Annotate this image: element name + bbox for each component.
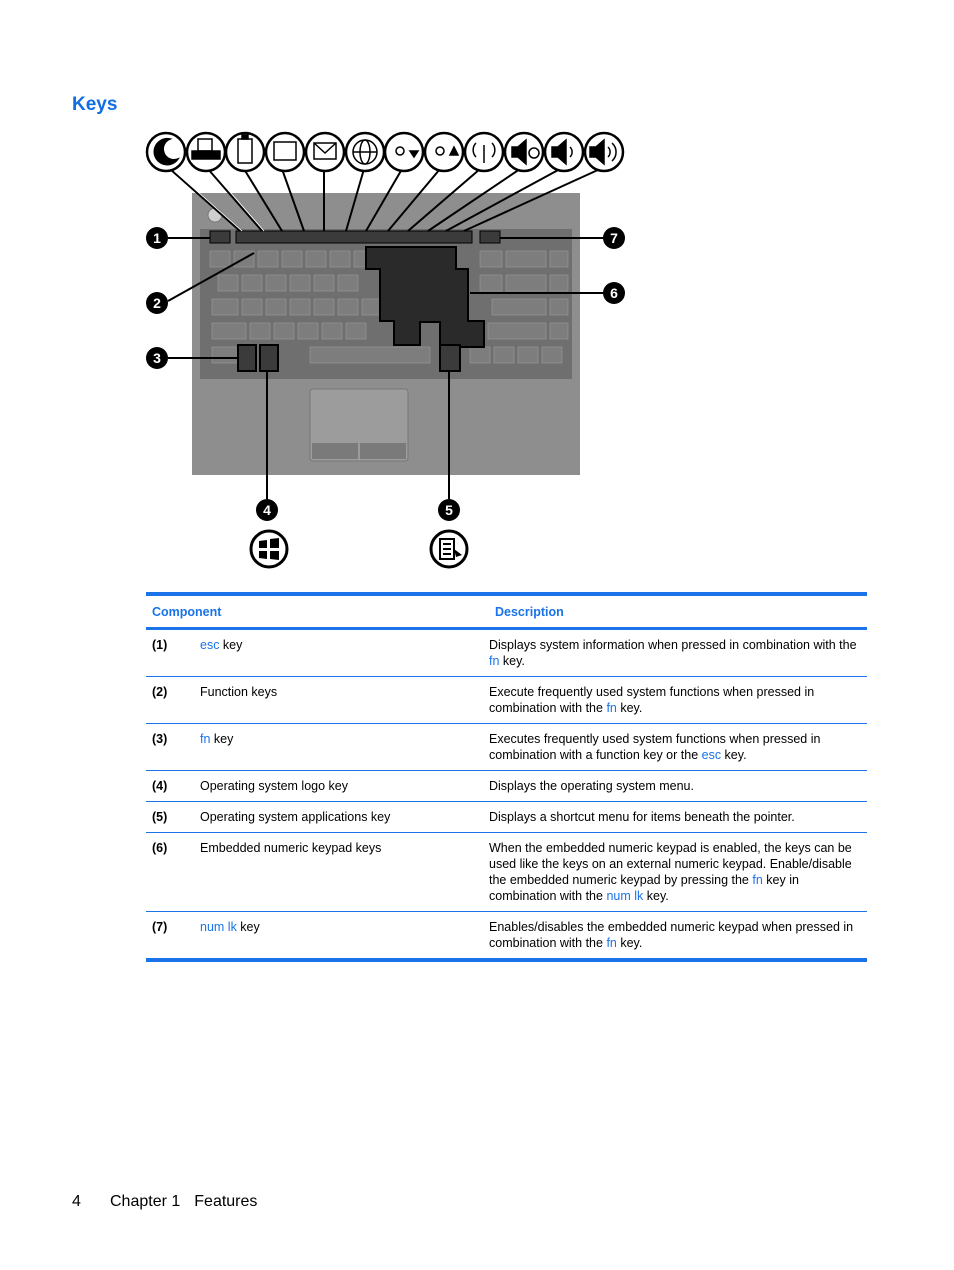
cell-text: Displays the operating system menu. — [489, 779, 694, 793]
cell-text: key — [219, 638, 243, 652]
cell-text: key — [236, 920, 260, 934]
cell-text: Function keys — [200, 685, 278, 699]
component-cell — [194, 809, 483, 825]
cell-text: Enables/disables the embedded numeric keypad when pressed in combination with the — [489, 920, 854, 950]
key-name: esc — [701, 748, 722, 762]
callout-1-label: 1 — [153, 230, 161, 246]
callout-3-label: 3 — [153, 350, 161, 366]
table-row — [146, 676, 867, 723]
component-cell — [194, 778, 483, 794]
callout-2-label: 2 — [153, 295, 161, 311]
key-name: fn — [200, 732, 211, 746]
apps-key — [440, 345, 460, 371]
cell-text: key. — [499, 654, 525, 668]
table-row — [146, 832, 867, 911]
table-body — [146, 630, 867, 958]
component-cell — [194, 840, 483, 904]
callout-4-label: 4 — [263, 502, 271, 518]
description-cell — [483, 919, 867, 951]
chapter-label: Chapter 1 — [110, 1193, 181, 1210]
cell-text: key. — [643, 889, 669, 903]
description-cell — [483, 840, 867, 904]
keys-table — [146, 592, 867, 962]
cell-text: key — [210, 732, 234, 746]
callout-5-label: 5 — [445, 502, 453, 518]
row-number: (6) — [152, 841, 168, 855]
cell-text: Operating system applications key — [200, 810, 391, 824]
description-cell — [483, 778, 867, 794]
table-row — [146, 630, 867, 676]
fn-key — [238, 345, 256, 371]
page-heading: Keys — [72, 94, 118, 115]
row-number: (3) — [152, 732, 168, 746]
key-name: num lk — [200, 920, 237, 934]
cell-text: key. — [616, 701, 643, 715]
table-row — [146, 770, 867, 801]
component-cell — [194, 919, 483, 951]
description-cell — [483, 731, 867, 763]
touchpad-left-button — [312, 443, 358, 459]
cell-text: Displays system information when pressed in combination with the — [489, 638, 857, 652]
table-header — [146, 596, 867, 630]
row-number: (2) — [152, 685, 168, 699]
key-name: fn — [489, 654, 500, 668]
key-name: fn — [606, 701, 617, 715]
cell-text: Executes frequently used system functions when pressed in combination with a function key or the — [489, 732, 821, 762]
description-cell — [483, 809, 867, 825]
row-number: (4) — [152, 779, 168, 793]
windows-logo-icon — [251, 531, 287, 567]
component-cell — [194, 684, 483, 716]
cell-text: key. — [721, 748, 747, 762]
callout-6-label: 6 — [610, 285, 618, 301]
callout-7-label: 7 — [610, 230, 618, 246]
component-cell — [194, 731, 483, 763]
table-row — [146, 801, 867, 832]
key-name: esc — [200, 638, 220, 652]
key-name: fn — [606, 936, 617, 950]
cell-text: Operating system logo key — [200, 779, 348, 793]
cell-text: Execute frequently used system functions when pressed in combination with the — [489, 685, 815, 715]
keyboard-illustration — [140, 125, 640, 575]
section-label: Features — [194, 1193, 258, 1210]
cell-text: Embedded numeric keypad keys — [200, 841, 382, 855]
description-cell — [483, 684, 867, 716]
column-header-component: Component — [152, 604, 222, 619]
touchpad-right-button — [360, 443, 406, 459]
cell-text: Displays a shortcut menu for items beneath the pointer. — [489, 810, 795, 824]
key-name: fn — [752, 873, 763, 887]
page-number: 4 — [72, 1193, 81, 1210]
cell-text: key in combination with the — [489, 873, 799, 903]
cell-text: When the embedded numeric keypad is enabled, the keys can be used like the keys on an external numeric keypad. Enable/disable the embedded numeric keypad by pressing the — [489, 841, 852, 887]
component-cell — [194, 637, 483, 669]
row-number: (7) — [152, 920, 168, 934]
function-key-row — [210, 231, 500, 243]
row-number: (1) — [152, 638, 168, 652]
row-number: (5) — [152, 810, 168, 824]
table-row — [146, 911, 867, 958]
key-name: num lk — [606, 889, 644, 903]
table-row — [146, 723, 867, 770]
column-header-description: Description — [495, 604, 564, 619]
description-cell — [483, 637, 867, 669]
display-switch-icon — [266, 133, 304, 171]
page-footer — [72, 1193, 257, 1211]
cell-text: key. — [616, 936, 643, 950]
os-logo-key — [260, 345, 278, 371]
